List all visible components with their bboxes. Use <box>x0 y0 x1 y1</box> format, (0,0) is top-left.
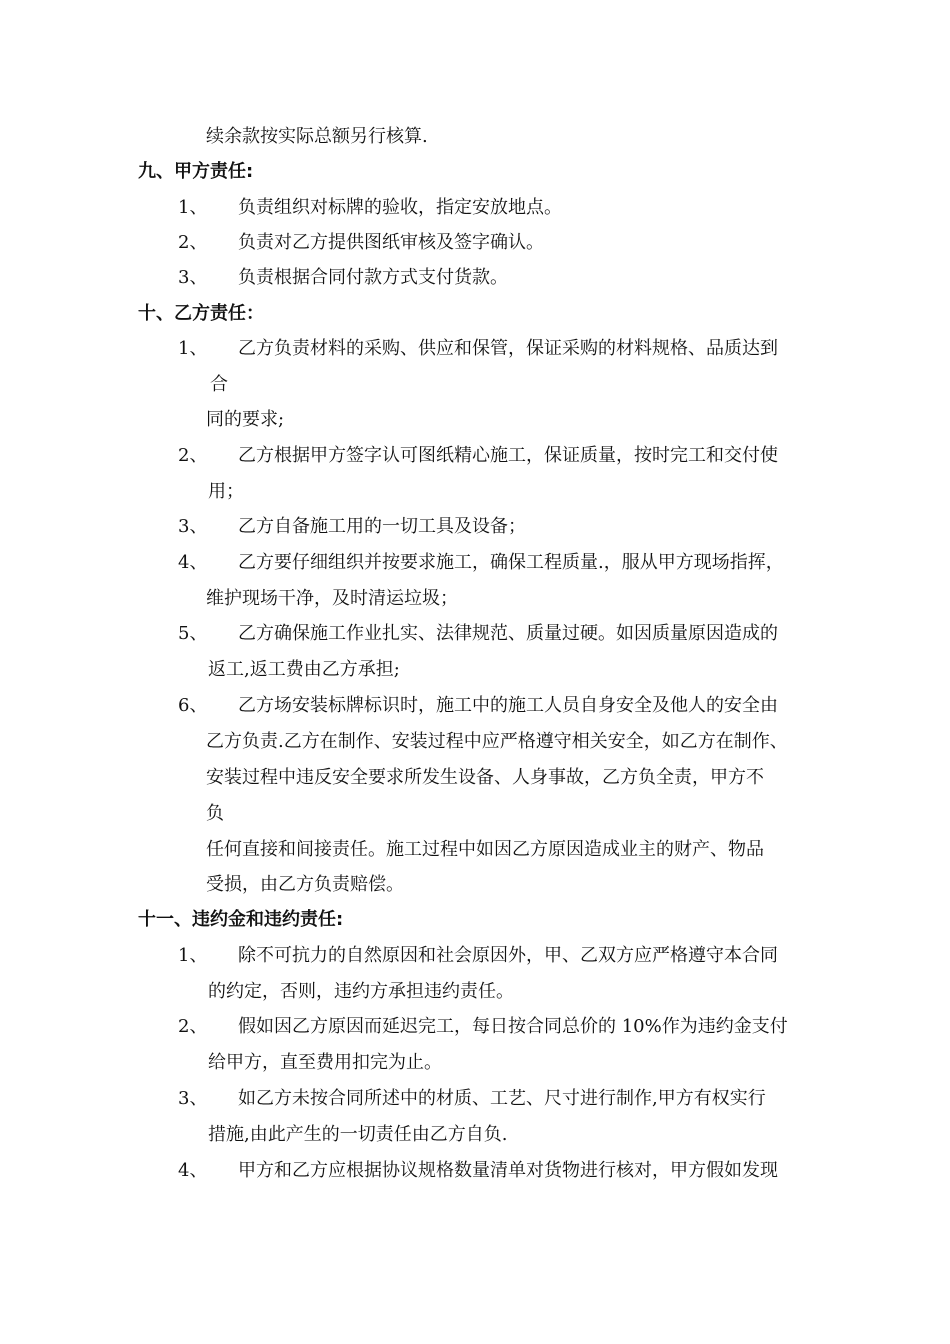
section-heading-10: 十、乙方责任： <box>138 303 264 324</box>
list-item-continuation: 维护现场干净，及时清运垃圾； <box>206 588 458 609</box>
list-number: 5、 <box>178 623 208 644</box>
list-item-text: 假如因乙方原因而延迟完工，每日按合同总价的 10%作为违约金支付 <box>238 1016 788 1037</box>
list-item-continuation: 给甲方，直至费用扣完为止。 <box>208 1052 442 1073</box>
list-item-continuation: 乙方负责.乙方在制作、安装过程中应严格遵守相关安全，如乙方在制作、 <box>206 731 788 752</box>
list-item-continuation: 的约定，否则，违约方承担违约责任。 <box>208 981 514 1002</box>
list-item-continuation: 负 <box>206 803 224 824</box>
list-item-text: 乙方要仔细组织并按要求施工，确保工程质量.，服从甲方现场指挥， <box>238 552 784 573</box>
list-item-text: 负责对乙方提供图纸审核及签字确认。 <box>238 232 544 253</box>
list-item-text: 乙方自备施工用的一切工具及设备； <box>238 516 526 537</box>
list-item-continuation: 措施,由此产生的一切责任由乙方自负. <box>208 1124 508 1145</box>
list-number: 4、 <box>178 1160 208 1181</box>
list-number: 2、 <box>178 232 208 253</box>
list-item-text: 除不可抗力的自然原因和社会原因外，甲、乙双方应严格遵守本合同 <box>238 945 778 966</box>
list-item-text: 乙方场安装标牌标识时，施工中的施工人员自身安全及他人的安全由 <box>238 695 778 716</box>
list-number: 2、 <box>178 1016 208 1037</box>
section-heading-9: 九、甲方责任: <box>138 161 254 182</box>
list-item-text: 乙方根据甲方签字认可图纸精心施工，保证质量，按时完工和交付使 <box>238 445 778 466</box>
list-item-continuation: 返工,返工费由乙方承担; <box>208 659 400 680</box>
list-item-text: 乙方确保施工作业扎实、法律规范、质量过硬。如因质量原因造成的 <box>238 623 778 644</box>
list-item-text: 负责根据合同付款方式支付货款。 <box>238 267 508 288</box>
list-number: 4、 <box>178 552 208 573</box>
list-number: 3、 <box>178 1088 208 1109</box>
list-item-text: 甲方和乙方应根据协议规格数量清单对货物进行核对，甲方假如发现 <box>238 1160 778 1181</box>
list-item-continuation: 合 <box>210 374 228 395</box>
list-number: 1、 <box>178 338 208 359</box>
list-item-continuation: 受损，由乙方负责赔偿。 <box>206 874 404 895</box>
list-number: 2、 <box>178 445 208 466</box>
list-number: 1、 <box>178 197 208 218</box>
list-item-continuation: 任何直接和间接责任。施工过程中如因乙方原因造成业主的财产、物品 <box>206 839 764 860</box>
list-item-text: 如乙方未按合同所述中的材质、工艺、尺寸进行制作,甲方有权实行 <box>238 1088 766 1109</box>
list-item-continuation: 用； <box>208 481 244 502</box>
list-number: 3、 <box>178 267 208 288</box>
list-item-text: 负责组织对标牌的验收，指定安放地点。 <box>238 197 562 218</box>
list-number: 3、 <box>178 516 208 537</box>
list-item-continuation: 同的要求; <box>206 409 285 430</box>
list-item-continuation: 安装过程中违反安全要求所发生设备、人身事故，乙方负全责，甲方不 <box>206 767 764 788</box>
paragraph-continuation: 续余款按实际总额另行核算. <box>206 126 428 147</box>
section-heading-11: 十一、违约金和违约责任: <box>138 909 344 930</box>
list-item-text: 乙方负责材料的采购、供应和保管，保证采购的材料规格、品质达到 <box>238 338 778 359</box>
list-number: 1、 <box>178 945 208 966</box>
list-number: 6、 <box>178 695 208 716</box>
